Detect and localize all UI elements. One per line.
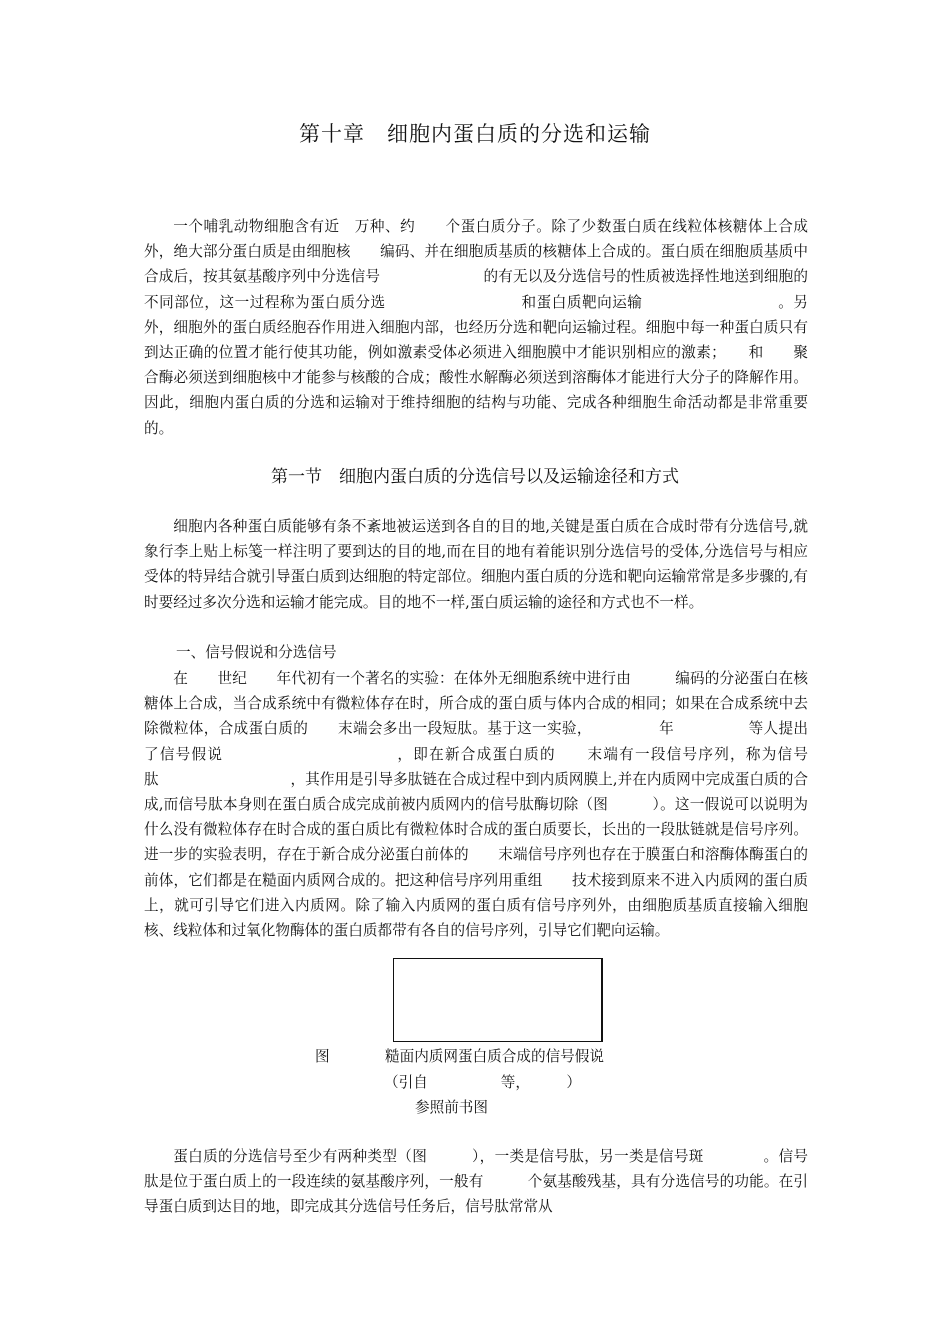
section-title: 第一节 细胞内蛋白质的分选信号以及运输途径和方式 xyxy=(271,467,679,487)
figure-placeholder xyxy=(393,958,603,1042)
subheading: 一、信号假说和分选信号 xyxy=(176,644,337,661)
figure-label: 图 xyxy=(315,1048,330,1065)
intro-paragraph: 一个哺乳动物细胞含有近 万种、约 个蛋白质分子。除了少数蛋白质在线粒体核糖体上合成外，绝大部分蛋白质是由细胞核 编码、并在细胞质基质的核糖体上合成的。蛋白质在细胞质基质中合成后，按其氨基酸序列中分选信号 的有无以及分选信号的性质被选择性地送到细胞的不同部位，这一过程称为蛋白质分选 和蛋白质靶向运输 。另外，细胞外的蛋白质经胞吞作用进入细胞内部，也经历分选和靶向运输过程。细胞中每一种蛋白质只有到达正确的位置才能行使其功能，例如激素受体必须进入细胞膜中才能识别相应的激素； 和 聚合酶必须送到细胞核中才能参与核酸的合成；酸性水解酶必须送到溶酶体才能进行大分子的降解作用。因此，细胞内蛋白质的分选和运输对于维持细胞的结构与功能、完成各种细胞生命活动都是非常重要的。 xyxy=(144,218,808,437)
figure-caption: 糙面内质网蛋白质合成的信号假说 xyxy=(385,1048,604,1065)
figure-reference: 参照前书图 xyxy=(415,1099,488,1116)
closing-paragraph: 蛋白质的分选信号至少有两种类型（图 ），一类是信号肽，另一类是信号斑 。信号肽是位于蛋白质上的一段连续的氨基酸序列，一般有 个氨基酸残基，具有分选信号的功能。在引导蛋白质到达目的地，即完成其分选信号任务后，信号肽常常从 xyxy=(144,1148,808,1216)
chapter-title: 第十章 细胞内蛋白质的分选和运输 xyxy=(299,122,651,146)
figure-citation: （引自 等， ） xyxy=(384,1074,582,1091)
section-paragraph: 细胞内各种蛋白质能够有条不紊地被运送到各自的目的地,关键是蛋白质在合成时带有分选信号,就象行李上贴上标笺一样注明了要到达的目的地,而在目的地有着能识别分选信号的受体,分选信号与相应受体的特异结合就引导蛋白质到达细胞的特定部位。细胞内蛋白质的分选和靶向运输常常是多步骤的,有时要经过多次分选和运输才能完成。目的地不一样,蛋白质运输的途径和方式也不一样。 xyxy=(144,518,808,611)
signal-hypothesis-paragraph: 在 世纪 年代初有一个著名的实验：在体外无细胞系统中进行由 编码的分泌蛋白在核糖体上合成，当合成系统中有微粒体存在时，所合成的蛋白质与体内合成的相同；如果在合成系统中去除微粒体，合成蛋白质的 末端会多出一段短肽。基于这一实验， 年 等人提出了信号假说 ，即在新合成蛋白质的 末端有一段信号序列，称为信号肽 ，其作用是引导多肽链在合成过程中到内质网膜上,并在内质网中完成蛋白质的合成,而信号肽本身则在蛋白质合成完成前被内质网内的信号肽酶切除（图 ）。这一假说可以说明为什么没有微粒体存在时合成的蛋白质比有微粒体时合成的蛋白质要长，长出的一段肽链就是信号序列。进一步的实验表明，存在于新合成分泌蛋白前体的 末端信号序列也存在于膜蛋白和溶酶体酶蛋白的前体，它们都是在糙面内质网合成的。把这种信号序列用重组 技术接到原来不进入内质网的蛋白质上，就可引导它们进入内质网。除了输入内质网的蛋白质有信号序列外，由细胞质基质直接输入细胞核、线粒体和过氧化物酶体的蛋白质都带有各自的信号序列，引导它们靶向运输。 xyxy=(144,670,808,940)
